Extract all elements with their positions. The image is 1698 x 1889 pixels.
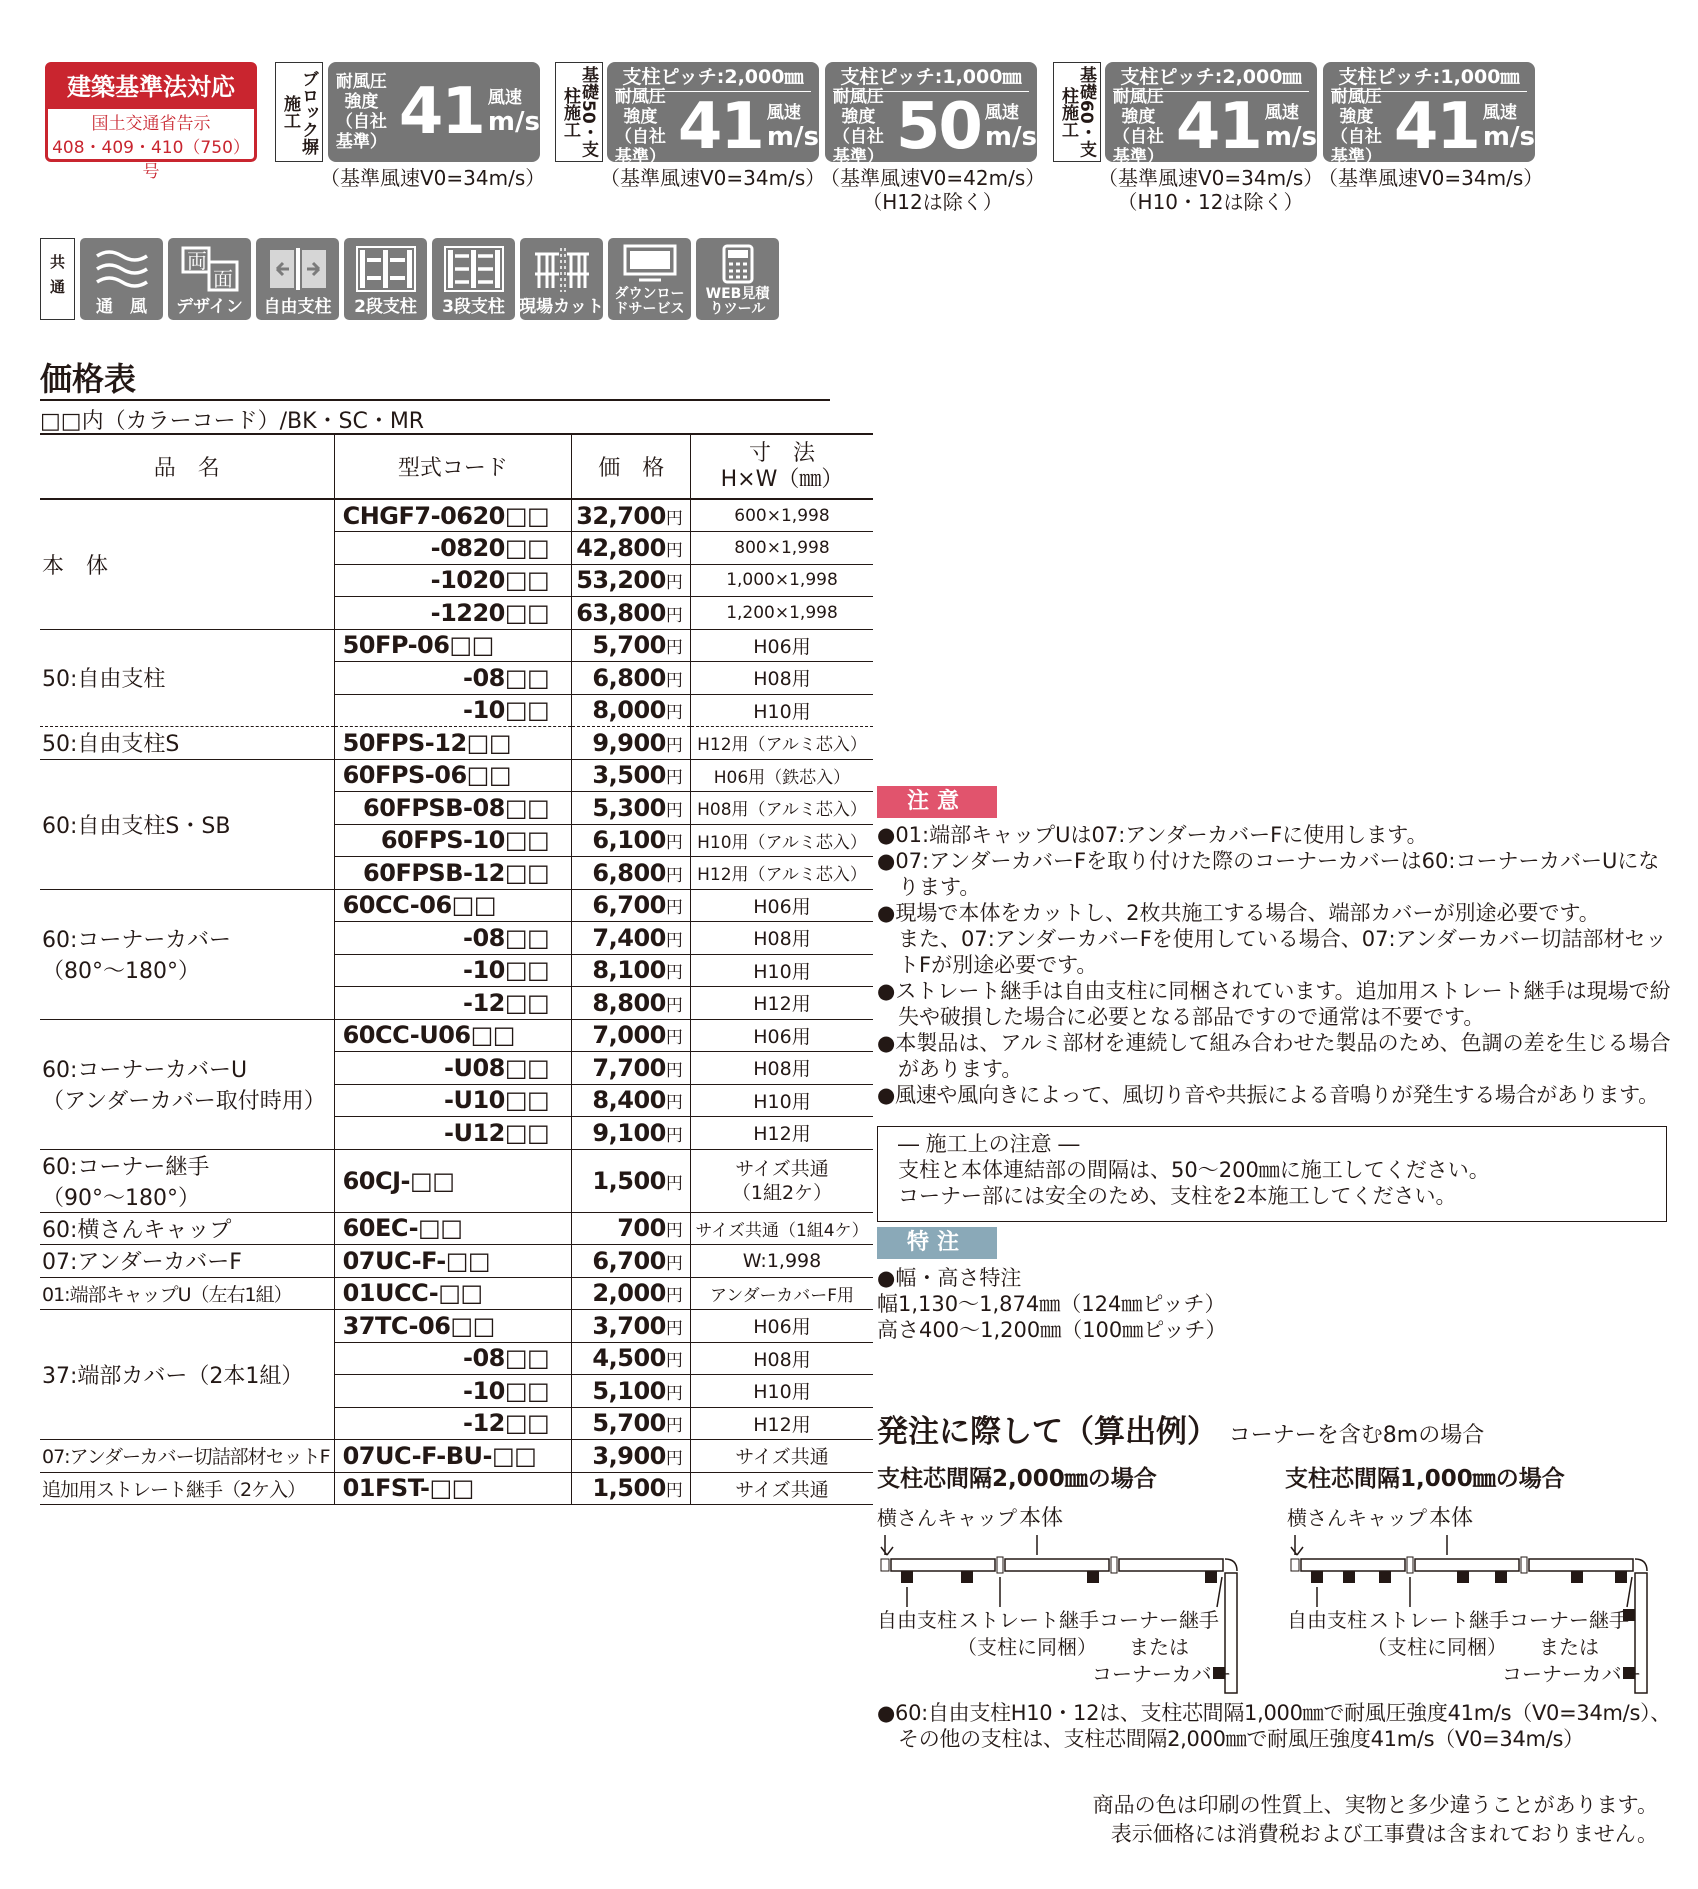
found50-note2: （基準風速V0=42m/s） [820, 166, 1046, 190]
model-code-cell: 60FPS-10□□ [334, 824, 572, 857]
caution-item: ●風速や風向きによって、風切り音や共振による音鳴りが発生する場合があります。 [877, 1083, 1659, 1107]
price-cell: 9,100円 [572, 1117, 691, 1150]
box-title: ― 施工上の注意 ― [898, 1132, 1080, 1156]
product-name-cell: 60:自由支柱S・SB [40, 759, 334, 889]
model-code-cell: -U08□□ [334, 1052, 572, 1085]
product-name-cell: 60:コーナーカバーU （アンダーカバー取付時用） [40, 1019, 334, 1149]
common-label: 共通 [40, 238, 75, 320]
table-row [40, 1472, 873, 1505]
model-code-cell: 60FPSB-08□□ [334, 792, 572, 825]
special-order-tag: 特注 [877, 1227, 997, 1259]
model-code-cell: 50FP-06□□ [334, 629, 572, 662]
order-note-2: その他の支柱は、支柱芯間隔2,000㎜で耐風圧強度41m/s（V0=34m/s） [898, 1727, 1584, 1751]
model-code-cell: -1020□□ [334, 564, 572, 597]
wind-label: 風速 [766, 103, 801, 123]
model-code-cell: 50FPS-12□□ [334, 727, 572, 760]
price-cell: 8,000円 [572, 694, 691, 727]
price-cell: 8,800円 [572, 987, 691, 1020]
footer-line1: 商品の色は印刷の性質上、実物と多少違うことがあります。 [1092, 1793, 1658, 1817]
model-code-cell: -08□□ [334, 662, 572, 695]
size-cell: H10用 [691, 954, 873, 987]
size-cell: H10用 [691, 1084, 873, 1117]
model-code-cell: 37TC-06□□ [334, 1310, 572, 1343]
size-cell: H12用（アルミ芯入） [691, 727, 873, 760]
price-cell: 8,400円 [572, 1084, 691, 1117]
product-name-cell: 50:自由支柱 [40, 629, 334, 727]
caution-item: ●ストレート継手は自由支柱に同梱されています。追加用ストレート継手は現場で紛失や破損した場合に必要となる部品ですので通常は不要です。 [877, 979, 1671, 1029]
label-cap: 横さんキャップ [877, 1506, 1017, 1530]
price-cell: 53,200円 [572, 564, 691, 597]
label-corner: コーナー継手 [1509, 1608, 1629, 1632]
strength-label: 耐風圧強度（自社基準） [614, 87, 666, 167]
order-notes [877, 1700, 1677, 1752]
caution-item: また、07:アンダーカバーFを使用している場合、07:アンダーカバー切詰部材セットFが別途必要です。 [898, 927, 1667, 977]
size-cell: H06用 [691, 889, 873, 922]
price-cell: 3,900円 [572, 1440, 691, 1473]
size-cell: H10用 [691, 694, 873, 727]
size-cell: H06用 [691, 1310, 873, 1343]
price-cell: 63,800円 [572, 597, 691, 630]
found50-pitch2000-box [607, 62, 819, 167]
product-name-cell: 07:アンダーカバー切詰部材セットF [40, 1440, 334, 1473]
label-body: 本体 [1429, 1506, 1474, 1531]
construction-caution-box [877, 1126, 1667, 1222]
pitch2000-label: 支柱ピッチ:2,000㎜ [1113, 62, 1309, 92]
price-cell: 6,800円 [572, 662, 691, 695]
strength-value: 41 [677, 90, 763, 164]
price-cell: 32,700円 [572, 499, 691, 532]
special-order-list [877, 1265, 1672, 1343]
price-cell: 1,500円 [572, 1472, 691, 1505]
model-code-cell: 07UC-F-BU-□□ [334, 1440, 572, 1473]
model-code-cell: -12□□ [334, 1407, 572, 1440]
right-diagram-title: 支柱芯間隔1,000㎜の場合 [1285, 1466, 1565, 1492]
price-table-body [40, 499, 873, 1505]
model-code-cell: -U10□□ [334, 1084, 572, 1117]
download-icon: ダウンロードサービス [608, 238, 691, 320]
price-cell: 6,800円 [572, 857, 691, 890]
price-cell: 700円 [572, 1212, 691, 1245]
model-code-cell: -10□□ [334, 954, 572, 987]
strength-value: 41 [1393, 90, 1479, 164]
found60-note1: （基準風速V0=34m/s） [1098, 166, 1324, 190]
svg-text:両: 両 [186, 249, 207, 273]
order-example-title: 発注に際して（算出例） コーナーを含む8mの場合 [877, 1414, 1485, 1450]
model-code-cell: 07UC-F-□□ [334, 1245, 572, 1278]
label-post: 自由支柱 [877, 1608, 957, 1632]
label-cover: コーナーカバー [1502, 1662, 1642, 1686]
unit-label: m/s [1264, 122, 1317, 152]
strength-value: 41 [398, 75, 484, 149]
unit-label: m/s [766, 122, 819, 152]
price-cell: 7,000円 [572, 1019, 691, 1052]
footer-line2: 表示価格には消費税および工事費は含まれておりません。 [1110, 1822, 1658, 1846]
block-note: （基準風速V0=34m/s） [320, 166, 546, 190]
law-line2: 408・409・410（750）号 [52, 138, 250, 182]
price-cell: 4,500円 [572, 1342, 691, 1375]
price-table [40, 433, 873, 1505]
unit-label: m/s [1482, 122, 1535, 152]
model-code-cell: 60FPSB-12□□ [334, 857, 572, 890]
strength-label: 耐風圧強度（自社基準） [832, 87, 884, 167]
ventilation-icon: 通 風 [80, 238, 163, 320]
pitch2000-label: 支柱ピッチ:2,000㎜ [615, 62, 811, 92]
price-cell: 3,700円 [572, 1310, 691, 1343]
wind-label: 風速 [984, 103, 1019, 123]
price-cell: 6,700円 [572, 1245, 691, 1278]
double-sided-icon: 両 面 デザイン [168, 238, 251, 320]
price-cell: 5,700円 [572, 629, 691, 662]
caution-item: ●01:端部キャップUは07:アンダーカバーFに使用します。 [877, 823, 1428, 847]
color-code-note: □□内（カラーコード）/BK・SC・MR [40, 409, 425, 434]
label-joint: ストレート継手 [1369, 1608, 1509, 1632]
model-code-cell: 60EC-□□ [334, 1212, 572, 1245]
model-code-cell: -12□□ [334, 987, 572, 1020]
unit-label: m/s [984, 122, 1037, 152]
right-layout-diagram [1287, 1505, 1687, 1685]
header-size: 寸 法 H×W（㎜） [691, 434, 873, 499]
table-row [40, 1440, 873, 1473]
model-code-cell: -U12□□ [334, 1117, 572, 1150]
box-line2: コーナー部には安全のため、支柱を2本施工してください。 [898, 1184, 1457, 1208]
free-post-icon: 自由支柱 [256, 238, 339, 320]
price-cell: 6,100円 [572, 824, 691, 857]
size-cell: H12用 [691, 987, 873, 1020]
law-line1: 国土交通省告示 [91, 114, 211, 134]
table-row [40, 759, 873, 792]
found60-pitch2000-box [1105, 62, 1317, 167]
table-row [40, 1277, 873, 1310]
size-cell: サイズ共通 （1組2ケ） [691, 1149, 873, 1212]
price-cell: 8,100円 [572, 954, 691, 987]
wind-label: 風速 [1482, 103, 1517, 123]
law-compliance-badge [45, 62, 257, 182]
box-line1: 支柱と本体連結部の間隔は、50～200㎜に施工してください。 [898, 1158, 1490, 1182]
size-cell: H08用 [691, 1052, 873, 1085]
size-cell: H12用 [691, 1117, 873, 1150]
strength-label: 耐風圧強度（自社基準） [1112, 87, 1164, 167]
label-post: 自由支柱 [1287, 1608, 1367, 1632]
table-row [40, 1310, 873, 1343]
strength-label: 耐風圧強度（自社基準） [335, 72, 387, 152]
size-cell: H06用 [691, 629, 873, 662]
price-cell: 2,000円 [572, 1277, 691, 1310]
size-cell: H12用 [691, 1407, 873, 1440]
model-code-cell: 60CC-U06□□ [334, 1019, 572, 1052]
product-name-cell: 07:アンダーカバーF [40, 1245, 334, 1278]
special-line: 幅1,130～1,874㎜（124㎜ピッチ） [877, 1292, 1226, 1316]
law-title: 建築基準法対応 [48, 65, 254, 109]
label-cover: コーナーカバー [1092, 1662, 1232, 1686]
label-joint-note: （支柱に同梱） [1367, 1635, 1507, 1659]
table-row [40, 499, 873, 532]
caution-item: ●現場で本体をカットし、2枚共施工する場合、端部カバーが別途必要です。 [877, 901, 1600, 925]
size-cell: H08用（アルミ芯入） [691, 792, 873, 825]
header-model-code: 型式コード [334, 434, 572, 499]
table-row [40, 1212, 873, 1245]
table-row [40, 1245, 873, 1278]
wind-label: 風速 [1264, 103, 1299, 123]
svg-text:面: 面 [212, 267, 233, 291]
size-cell: サイズ共通 [691, 1472, 873, 1505]
caution-item: ●本製品は、アルミ部材を連続して組み合わせた製品のため、色調の差を生じる場合があります。 [877, 1031, 1671, 1081]
caution-item: ●07:アンダーカバーFを取り付けた際のコーナーカバーは60:コーナーカバーUになります。 [877, 849, 1660, 899]
model-code-cell: -0820□□ [334, 532, 572, 565]
found50-note1: （基準風速V0=34m/s） [600, 166, 826, 190]
pitch1000-label: 支柱ピッチ:1,000㎜ [1331, 62, 1527, 92]
size-cell: H10用（アルミ芯入） [691, 824, 873, 857]
product-name-cell: 60:コーナー継手 （90°～180°） [40, 1149, 334, 1212]
size-cell: サイズ共通（1組4ケ） [691, 1212, 873, 1245]
strength-label: 耐風圧強度（自社基準） [1330, 87, 1382, 167]
price-cell: 1,500円 [572, 1149, 691, 1212]
product-name-cell: 本 体 [40, 499, 334, 629]
title-rule [40, 399, 830, 401]
model-code-cell: CHGF7-0620□□ [334, 499, 572, 532]
model-code-cell: 60FPS-06□□ [334, 759, 572, 792]
model-code-cell: -1220□□ [334, 597, 572, 630]
size-cell: W:1,998 [691, 1245, 873, 1278]
price-cell: 42,800円 [572, 532, 691, 565]
price-cell: 5,300円 [572, 792, 691, 825]
product-name-cell: 50:自由支柱S [40, 727, 334, 760]
size-cell: H08用 [691, 1342, 873, 1375]
left-diagram-title: 支柱芯間隔2,000㎜の場合 [877, 1466, 1157, 1492]
table-row [40, 727, 873, 760]
price-cell: 7,700円 [572, 1052, 691, 1085]
order-note-1: ●60:自由支柱H10・12は、支柱芯間隔1,000㎜で耐風圧強度41m/s（V0=34m/s）、 [877, 1701, 1671, 1725]
table-row [40, 889, 873, 922]
block-strength-box [328, 62, 540, 162]
model-code-cell: 60CC-06□□ [334, 889, 572, 922]
found60-pitch1000-box [1323, 62, 1535, 167]
strength-value: 41 [1175, 90, 1261, 164]
left-layout-diagram [877, 1505, 1277, 1685]
price-cell: 7,400円 [572, 922, 691, 955]
foundation60-label: 基礎60・支柱施工 [1053, 62, 1101, 162]
caution-list [877, 822, 1672, 1108]
found50-pitch1000-box [825, 62, 1037, 167]
price-cell: 5,100円 [572, 1375, 691, 1408]
size-cell: 800×1,998 [691, 532, 873, 565]
header-product-name: 品 名 [40, 434, 334, 499]
price-cell: 5,700円 [572, 1407, 691, 1440]
price-cell: 3,500円 [572, 759, 691, 792]
label-or: または [1539, 1635, 1599, 1659]
found60-note2: （基準風速V0=34m/s） [1318, 166, 1544, 190]
feature-icon-row [40, 238, 779, 320]
label-joint-note: （支柱に同梱） [957, 1635, 1097, 1659]
caution-tag: 注意 [877, 786, 997, 818]
table-row [40, 1019, 873, 1052]
table-header-row [40, 434, 873, 499]
table-row [40, 1149, 873, 1212]
footer-notes [1093, 1791, 1658, 1849]
label-or: または [1129, 1635, 1189, 1659]
site-cut-icon: 現場カット [520, 238, 603, 320]
found50-excl: （H12は除く） [862, 190, 1003, 214]
model-code-cell: 01UCC-□□ [334, 1277, 572, 1310]
price-cell: 6,700円 [572, 889, 691, 922]
size-cell: 1,000×1,998 [691, 564, 873, 597]
special-line: ●幅・高さ特注 [877, 1266, 1022, 1290]
model-code-cell: 01FST-□□ [334, 1472, 572, 1505]
size-cell: H06用（鉄芯入） [691, 759, 873, 792]
size-cell: アンダーカバーF用 [691, 1277, 873, 1310]
price-table-title: 価格表 [40, 360, 137, 398]
label-corner: コーナー継手 [1099, 1608, 1219, 1632]
size-cell: H08用 [691, 922, 873, 955]
foundation50-label: 基礎50・支柱施工 [555, 62, 603, 162]
product-name-cell: 37:端部カバー（2本1組） [40, 1310, 334, 1440]
product-name-cell: 60:コーナーカバー （80°～180°） [40, 889, 334, 1019]
label-body: 本体 [1019, 1506, 1064, 1531]
label-cap: 横さんキャップ [1287, 1506, 1427, 1530]
found60-excl: （H10・12は除く） [1117, 190, 1304, 214]
model-code-cell: -10□□ [334, 694, 572, 727]
block-wall-label: ブロック塀施工 [275, 62, 323, 162]
label-joint: ストレート継手 [959, 1608, 1099, 1632]
two-tier-icon: 2段支柱 [344, 238, 427, 320]
size-cell: H12用（アルミ芯入） [691, 857, 873, 890]
product-name-cell: 01:端部キャップU（左右1組） [40, 1277, 334, 1310]
model-code-cell: -10□□ [334, 1375, 572, 1408]
header-price: 価 格 [572, 434, 691, 499]
unit-label: m/s [487, 107, 540, 137]
size-cell: サイズ共通 [691, 1440, 873, 1473]
product-name-cell: 60:横さんキャップ [40, 1212, 334, 1245]
model-code-cell: 60CJ-□□ [334, 1149, 572, 1212]
model-code-cell: -08□□ [334, 922, 572, 955]
strength-value: 50 [895, 90, 981, 164]
size-cell: H10用 [691, 1375, 873, 1408]
calculator-icon: WEB見積りツール [696, 238, 779, 320]
size-cell: H06用 [691, 1019, 873, 1052]
size-cell: 600×1,998 [691, 499, 873, 532]
special-line: 高さ400～1,200㎜（100㎜ピッチ） [877, 1318, 1227, 1342]
wind-label: 風速 [487, 88, 522, 108]
three-tier-icon: 3段支柱 [432, 238, 515, 320]
model-code-cell: -08□□ [334, 1342, 572, 1375]
pitch1000-label: 支柱ピッチ:1,000㎜ [833, 62, 1029, 92]
price-cell: 9,900円 [572, 727, 691, 760]
table-row [40, 629, 873, 662]
size-cell: 1,200×1,998 [691, 597, 873, 630]
product-name-cell: 追加用ストレート継手（2ケ入） [40, 1472, 334, 1505]
size-cell: H08用 [691, 662, 873, 695]
